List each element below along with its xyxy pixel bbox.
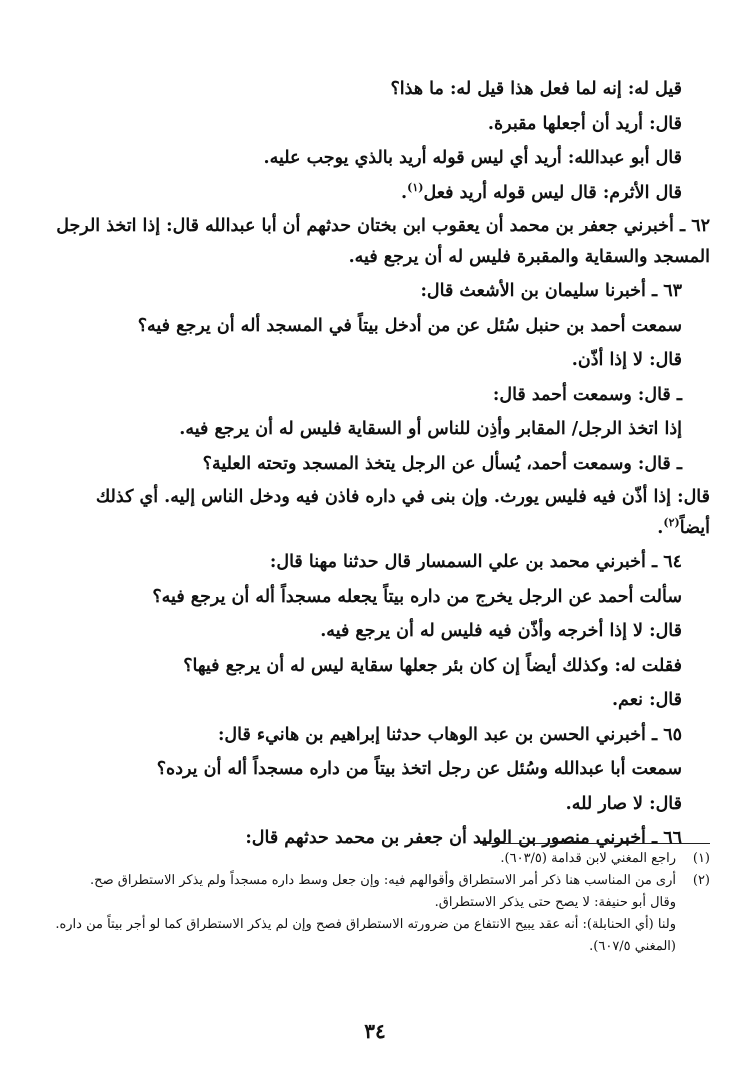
- footnote-2-continued: ولنا (أي الحنابلة): أنه عقد يبيح الانتفاع من ضرورته الاستطراق فصح وإن لم يذكر الاستطراق كما لو أجر بيتاً من داره. (المغني ٦٠٧/٥).: [55, 917, 676, 954]
- paragraph-62: ٦٢ ـ أخبرني جعفر بن محمد أن يعقوب ابن بختان حدثهم أن أبا عبدالله قال: إذا اتخذ الرجل المسجد والسقاية والمقبرة فليس له أن يرجع فيه.: [56, 216, 710, 267]
- text-line: قال: لا إذا أذّن.: [571, 350, 682, 370]
- text-line: سمعت أحمد بن حنبل سُئل عن من أدخل بيتاً في المسجد أله أن يرجع فيه؟: [137, 315, 682, 336]
- footnotes: [40, 848, 710, 958]
- text-span: قال الأثرم: قال ليس قوله أريد فعل: [423, 182, 682, 203]
- footnote-2-continued: وقال أبو حنيفة: لا يصح حتى يذكر الاستطراق.: [434, 895, 676, 910]
- text-line: سألت أحمد عن الرجل يخرج من داره بيتاً يجعله مسجداً أله أن يرجع فيه؟: [152, 586, 682, 607]
- text-line: ٦٣ ـ أخبرنا سليمان بن الأشعث قال:: [420, 281, 682, 301]
- text-line: قيل له: إنه لما فعل هذا قيل له: ما هذا؟: [390, 79, 682, 99]
- text-line: قال: نعم.: [611, 690, 682, 710]
- text-line: ـ قال: وسمعت أحمد قال:: [492, 384, 682, 405]
- main-text: [40, 72, 710, 856]
- footnote-divider: [480, 843, 710, 844]
- text-line: إذا اتخذ الرجل/ المقابر وأذِن للناس أو السقاية فليس له أن يرجع فيه.: [179, 419, 682, 439]
- footnote-number: (٢): [692, 873, 710, 888]
- text-line: ٦٥ ـ أخبرني الحسن بن عبد الوهاب حدثنا إبراهيم بن هانيء قال:: [217, 724, 682, 745]
- text-line: قال أبو عبدالله: أريد أي ليس قوله أريد بالذي يوجب عليه.: [263, 148, 682, 168]
- footnote-text: أرى من المناسب هنا ذكر أمر الاستطراق وأقوالهم فيه: وإن جعل وسط داره مسجداً ولم يذكر الاستطراق صح.: [90, 873, 676, 888]
- footnote-ref-2: (٢): [663, 516, 680, 530]
- footnote-text: راجع المغني لابن قدامة (٦٠٣/٥).: [500, 851, 676, 866]
- paragraph-with-footnote: [40, 481, 710, 545]
- text-line: ـ قال: وسمعت أحمد، يُسأل عن الرجل يتخذ المسجد وتحته العلية؟: [202, 453, 682, 474]
- footnote-1: [40, 848, 710, 870]
- text-span: قال: إذا أذّن فيه فليس يورث. وإن بنى في داره فاذن فيه ودخل الناس إليه. أي كذلك أيضاً: [95, 487, 710, 538]
- footnote-2: [40, 870, 710, 892]
- text-line: قال: لا صار لله.: [565, 793, 682, 814]
- text-line-with-footnote: [40, 176, 710, 211]
- footnote-number: (١): [692, 851, 710, 866]
- page-number: ٣٤: [364, 1019, 386, 1043]
- footnote-ref-1: (١): [407, 180, 424, 194]
- text-line: ٦٦ ـ أخبرني منصور بن الوليد أن جعفر بن محمد حدثهم قال:: [245, 828, 682, 848]
- text-line: قال: لا إذا أخرجه وأذّن فيه فليس له أن يرجع فيه.: [320, 621, 682, 641]
- period: .: [657, 518, 664, 538]
- text-line: سمعت أبا عبدالله وسُئل عن رجل اتخذ بيتاً من داره مسجداً أله أن يرده؟: [156, 759, 682, 779]
- text-line: قال: أريد أن أجعلها مقبرة.: [487, 113, 682, 134]
- text-line: فقلت له: وكذلك أيضاً إن كان بئر جعلها سقاية ليس له أن يرجع فيها؟: [183, 655, 682, 676]
- period: .: [401, 182, 408, 203]
- text-line: ٦٤ ـ أخبرني محمد بن علي السمسار قال حدثنا مهنا قال:: [269, 552, 682, 572]
